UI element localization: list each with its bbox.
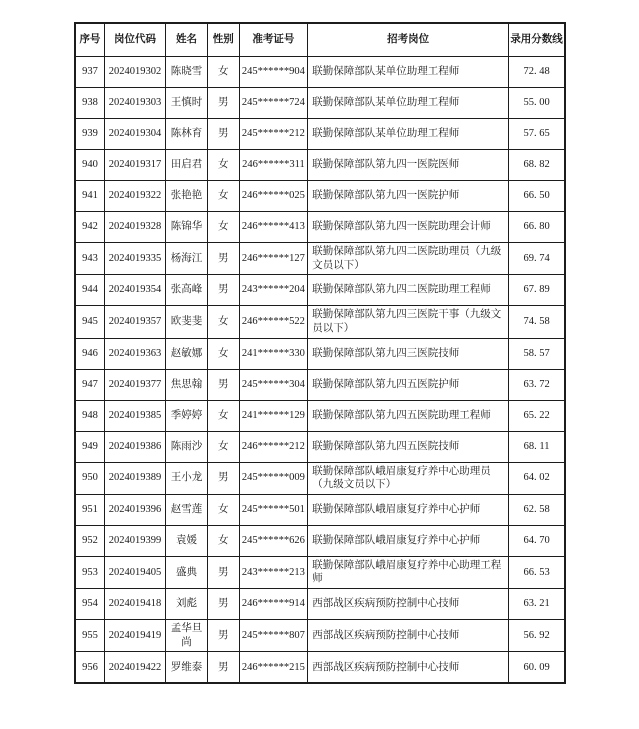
index-cell: 948 bbox=[75, 400, 104, 431]
job_code-cell: 2024019405 bbox=[104, 556, 165, 588]
job_code-cell: 2024019422 bbox=[104, 652, 165, 684]
score-cell: 72. 48 bbox=[509, 57, 565, 88]
column-header-score: 录用分数线 bbox=[509, 23, 565, 57]
gender-cell: 女 bbox=[207, 431, 239, 462]
index-cell: 947 bbox=[75, 369, 104, 400]
position-cell: 联勤保障部队第九四一医院助理会计师 bbox=[308, 212, 509, 243]
position-cell: 西部战区疾病预防控制中心技师 bbox=[308, 652, 509, 684]
name-cell: 王小龙 bbox=[166, 462, 208, 494]
name-cell: 赵敏娜 bbox=[166, 338, 208, 369]
index-cell: 955 bbox=[75, 620, 104, 652]
position-cell: 联勤保障部队第九四一医院医师 bbox=[308, 150, 509, 181]
index-cell: 950 bbox=[75, 462, 104, 494]
gender-cell: 男 bbox=[207, 369, 239, 400]
gender-cell: 男 bbox=[207, 462, 239, 494]
ticket_no-cell: 246******914 bbox=[239, 589, 308, 620]
table-row bbox=[75, 494, 565, 525]
table-body bbox=[75, 57, 565, 684]
score-cell: 63. 72 bbox=[509, 369, 565, 400]
job_code-cell: 2024019419 bbox=[104, 620, 165, 652]
index-cell: 943 bbox=[75, 243, 104, 275]
ticket_no-cell: 245******807 bbox=[239, 620, 308, 652]
job_code-cell: 2024019399 bbox=[104, 525, 165, 556]
position-cell: 西部战区疾病预防控制中心技师 bbox=[308, 620, 509, 652]
name-cell: 陈雨沙 bbox=[166, 431, 208, 462]
table-row bbox=[75, 57, 565, 88]
gender-cell: 男 bbox=[207, 119, 239, 150]
score-cell: 74. 58 bbox=[509, 306, 565, 338]
ticket_no-cell: 245******304 bbox=[239, 369, 308, 400]
score-cell: 58. 57 bbox=[509, 338, 565, 369]
name-cell: 赵雪莲 bbox=[166, 494, 208, 525]
position-cell: 联勤保障部队第九四三医院干事（九级文员以下） bbox=[308, 306, 509, 338]
ticket_no-cell: 243******204 bbox=[239, 275, 308, 306]
ticket_no-cell: 246******413 bbox=[239, 212, 308, 243]
position-cell: 联勤保障部队某单位助理工程师 bbox=[308, 57, 509, 88]
table-row bbox=[75, 243, 565, 275]
position-cell: 联勤保障部队第九四五医院助理工程师 bbox=[308, 400, 509, 431]
score-cell: 56. 92 bbox=[509, 620, 565, 652]
position-cell: 联勤保障部队某单位助理工程师 bbox=[308, 88, 509, 119]
ticket_no-cell: 246******522 bbox=[239, 306, 308, 338]
table-row bbox=[75, 652, 565, 684]
gender-cell: 女 bbox=[207, 181, 239, 212]
job_code-cell: 2024019386 bbox=[104, 431, 165, 462]
position-cell: 联勤保障部队峨眉康复疗养中心护师 bbox=[308, 494, 509, 525]
ticket_no-cell: 245******626 bbox=[239, 525, 308, 556]
ticket_no-cell: 245******009 bbox=[239, 462, 308, 494]
job_code-cell: 2024019302 bbox=[104, 57, 165, 88]
table-row bbox=[75, 306, 565, 338]
ticket_no-cell: 246******127 bbox=[239, 243, 308, 275]
table-row bbox=[75, 88, 565, 119]
position-cell: 联勤保障部队峨眉康复疗养中心助理工程师 bbox=[308, 556, 509, 588]
job_code-cell: 2024019354 bbox=[104, 275, 165, 306]
index-cell: 940 bbox=[75, 150, 104, 181]
table-row bbox=[75, 400, 565, 431]
score-cell: 64. 02 bbox=[509, 462, 565, 494]
job_code-cell: 2024019418 bbox=[104, 589, 165, 620]
column-header-name: 姓名 bbox=[166, 23, 208, 57]
name-cell: 陈林育 bbox=[166, 119, 208, 150]
table-row bbox=[75, 369, 565, 400]
table-row bbox=[75, 275, 565, 306]
index-cell: 938 bbox=[75, 88, 104, 119]
name-cell: 杨海江 bbox=[166, 243, 208, 275]
score-cell: 66. 50 bbox=[509, 181, 565, 212]
header-row bbox=[75, 23, 565, 57]
job_code-cell: 2024019396 bbox=[104, 494, 165, 525]
index-cell: 944 bbox=[75, 275, 104, 306]
name-cell: 袁媛 bbox=[166, 525, 208, 556]
table-row bbox=[75, 431, 565, 462]
score-cell: 55. 00 bbox=[509, 88, 565, 119]
score-cell: 66. 53 bbox=[509, 556, 565, 588]
name-cell: 季婷婷 bbox=[166, 400, 208, 431]
table-header bbox=[75, 23, 565, 57]
job_code-cell: 2024019304 bbox=[104, 119, 165, 150]
position-cell: 西部战区疾病预防控制中心技师 bbox=[308, 589, 509, 620]
ticket_no-cell: 241******129 bbox=[239, 400, 308, 431]
score-cell: 63. 21 bbox=[509, 589, 565, 620]
position-cell: 联勤保障部队峨眉康复疗养中心助理员（九级文员以下） bbox=[308, 462, 509, 494]
job_code-cell: 2024019335 bbox=[104, 243, 165, 275]
score-cell: 69. 74 bbox=[509, 243, 565, 275]
job_code-cell: 2024019389 bbox=[104, 462, 165, 494]
gender-cell: 女 bbox=[207, 400, 239, 431]
name-cell: 孟华旦尚 bbox=[166, 620, 208, 652]
name-cell: 田启君 bbox=[166, 150, 208, 181]
position-cell: 联勤保障部队第九四二医院助理员（九级文员以下） bbox=[308, 243, 509, 275]
index-cell: 946 bbox=[75, 338, 104, 369]
gender-cell: 女 bbox=[207, 306, 239, 338]
gender-cell: 女 bbox=[207, 212, 239, 243]
score-cell: 60. 09 bbox=[509, 652, 565, 684]
gender-cell: 男 bbox=[207, 556, 239, 588]
name-cell: 焦思翰 bbox=[166, 369, 208, 400]
ticket_no-cell: 246******215 bbox=[239, 652, 308, 684]
name-cell: 张艳艳 bbox=[166, 181, 208, 212]
ticket_no-cell: 246******212 bbox=[239, 431, 308, 462]
name-cell: 盛典 bbox=[166, 556, 208, 588]
job_code-cell: 2024019385 bbox=[104, 400, 165, 431]
ticket_no-cell: 245******501 bbox=[239, 494, 308, 525]
gender-cell: 女 bbox=[207, 150, 239, 181]
table-row bbox=[75, 556, 565, 588]
name-cell: 张高峰 bbox=[166, 275, 208, 306]
job_code-cell: 2024019363 bbox=[104, 338, 165, 369]
job_code-cell: 2024019317 bbox=[104, 150, 165, 181]
name-cell: 欧斐斐 bbox=[166, 306, 208, 338]
position-cell: 联勤保障部队峨眉康复疗养中心护师 bbox=[308, 525, 509, 556]
gender-cell: 男 bbox=[207, 275, 239, 306]
index-cell: 951 bbox=[75, 494, 104, 525]
name-cell: 陈晓雪 bbox=[166, 57, 208, 88]
gender-cell: 男 bbox=[207, 620, 239, 652]
score-cell: 62. 58 bbox=[509, 494, 565, 525]
name-cell: 刘彪 bbox=[166, 589, 208, 620]
ticket_no-cell: 243******213 bbox=[239, 556, 308, 588]
column-header-position: 招考岗位 bbox=[308, 23, 509, 57]
position-cell: 联勤保障部队第九四五医院技师 bbox=[308, 431, 509, 462]
column-header-gender: 性别 bbox=[207, 23, 239, 57]
index-cell: 952 bbox=[75, 525, 104, 556]
table-row bbox=[75, 589, 565, 620]
index-cell: 941 bbox=[75, 181, 104, 212]
gender-cell: 女 bbox=[207, 525, 239, 556]
position-cell: 联勤保障部队第九四三医院技师 bbox=[308, 338, 509, 369]
ticket_no-cell: 245******724 bbox=[239, 88, 308, 119]
index-cell: 954 bbox=[75, 589, 104, 620]
table-row bbox=[75, 338, 565, 369]
index-cell: 956 bbox=[75, 652, 104, 684]
score-cell: 67. 89 bbox=[509, 275, 565, 306]
column-header-index: 序号 bbox=[75, 23, 104, 57]
score-cell: 65. 22 bbox=[509, 400, 565, 431]
gender-cell: 女 bbox=[207, 494, 239, 525]
score-cell: 68. 11 bbox=[509, 431, 565, 462]
ticket_no-cell: 246******025 bbox=[239, 181, 308, 212]
column-header-ticket_no: 准考证号 bbox=[239, 23, 308, 57]
gender-cell: 男 bbox=[207, 589, 239, 620]
job_code-cell: 2024019377 bbox=[104, 369, 165, 400]
table-row bbox=[75, 119, 565, 150]
position-cell: 联勤保障部队某单位助理工程师 bbox=[308, 119, 509, 150]
index-cell: 949 bbox=[75, 431, 104, 462]
score-cell: 64. 70 bbox=[509, 525, 565, 556]
gender-cell: 男 bbox=[207, 88, 239, 119]
job_code-cell: 2024019357 bbox=[104, 306, 165, 338]
ticket_no-cell: 246******311 bbox=[239, 150, 308, 181]
ticket_no-cell: 245******904 bbox=[239, 57, 308, 88]
ticket_no-cell: 241******330 bbox=[239, 338, 308, 369]
job_code-cell: 2024019303 bbox=[104, 88, 165, 119]
index-cell: 945 bbox=[75, 306, 104, 338]
ticket_no-cell: 245******212 bbox=[239, 119, 308, 150]
job_code-cell: 2024019322 bbox=[104, 181, 165, 212]
position-cell: 联勤保障部队第九四二医院助理工程师 bbox=[308, 275, 509, 306]
score-cell: 68. 82 bbox=[509, 150, 565, 181]
score-cell: 66. 80 bbox=[509, 212, 565, 243]
job_code-cell: 2024019328 bbox=[104, 212, 165, 243]
gender-cell: 女 bbox=[207, 57, 239, 88]
gender-cell: 男 bbox=[207, 652, 239, 684]
name-cell: 王慎时 bbox=[166, 88, 208, 119]
index-cell: 939 bbox=[75, 119, 104, 150]
table-row bbox=[75, 462, 565, 494]
name-cell: 陈锦华 bbox=[166, 212, 208, 243]
index-cell: 942 bbox=[75, 212, 104, 243]
name-cell: 罗维泰 bbox=[166, 652, 208, 684]
table-row bbox=[75, 181, 565, 212]
table-row bbox=[75, 620, 565, 652]
table-row bbox=[75, 150, 565, 181]
column-header-job_code: 岗位代码 bbox=[104, 23, 165, 57]
recruitment-score-table bbox=[74, 22, 566, 684]
position-cell: 联勤保障部队第九四五医院护师 bbox=[308, 369, 509, 400]
index-cell: 953 bbox=[75, 556, 104, 588]
index-cell: 937 bbox=[75, 57, 104, 88]
score-cell: 57. 65 bbox=[509, 119, 565, 150]
table-row bbox=[75, 525, 565, 556]
gender-cell: 男 bbox=[207, 243, 239, 275]
position-cell: 联勤保障部队第九四一医院护师 bbox=[308, 181, 509, 212]
table-row bbox=[75, 212, 565, 243]
gender-cell: 女 bbox=[207, 338, 239, 369]
